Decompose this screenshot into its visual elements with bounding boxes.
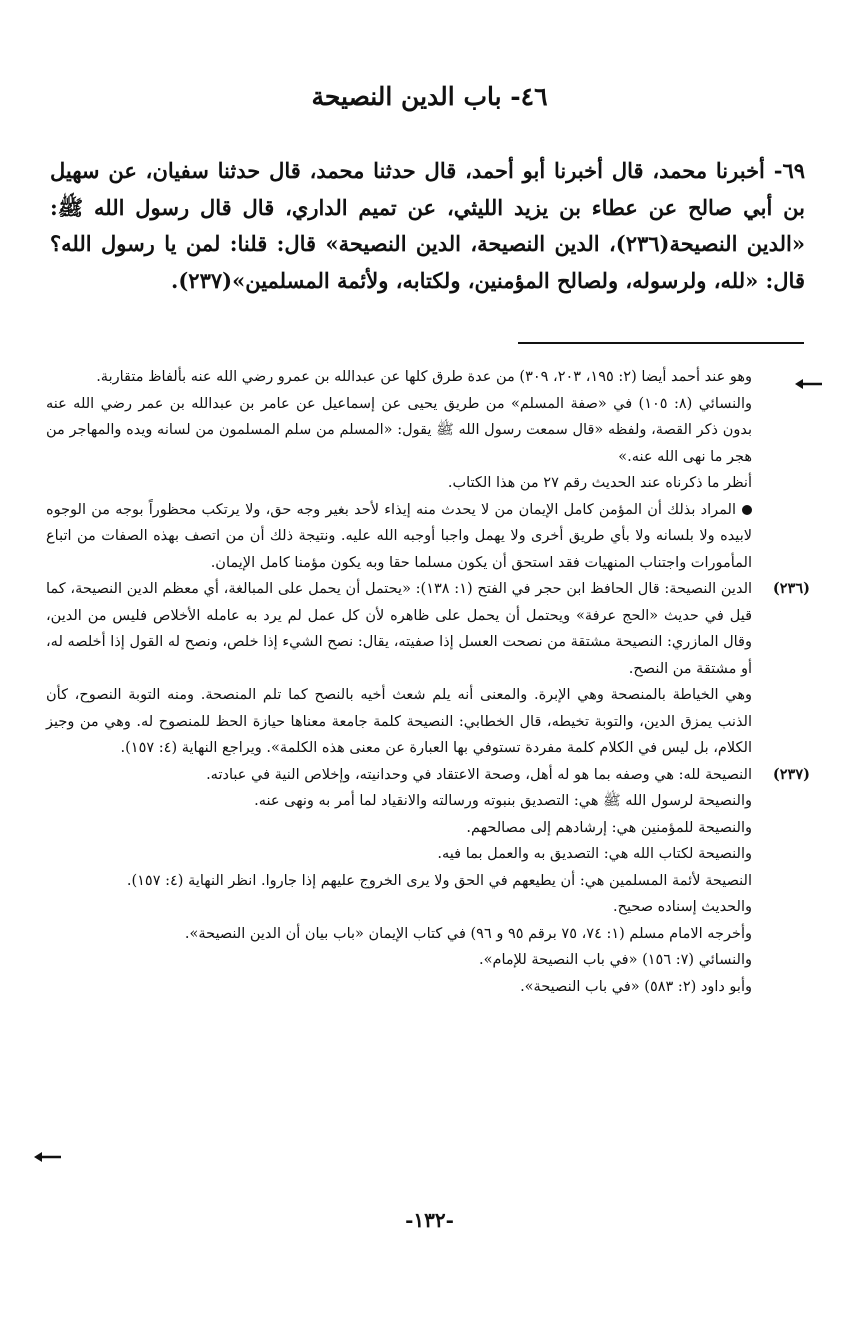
continuation-arrow-icon — [795, 378, 823, 390]
footnote-paragraph: والحديث إسناده صحيح. — [613, 899, 752, 915]
note-paragraph — [46, 497, 752, 577]
footnote-paragraph: وهي الخياطة بالمنصحة وهي الإبرة. والمعنى أنه يلم شعث أخيه بالنصح كما تلم المنصحة. ومنه التوبة النصوح، كأن الذنب يمزق الدين، والتوبة تخيطه، قال الخطابي: النصيحة كلمة جامعة معناها حيازة الحظ للمنصوح له. وهي من وجيز الكلام، بل ليس في الكلام كلمة مفردة تستوفي بها العبارة عن معنى هذه الكلمة». ويراجع النهاية (٤: ١٥٧). — [46, 687, 752, 756]
footnote-paragraph: وأخرجه الامام مسلم (١: ٧٤، ٧٥ برقم ٩٥ و ٩٦) في كتاب الإيمان «باب بيان أن الدين النصيحة». — [184, 925, 752, 942]
footnote-number: (٢٣٦) — [772, 580, 810, 597]
note-paragraph: والنسائي (٨: ١٠٥) في «صفة المسلم» من طريق يحيى عن إسماعيل عن عامر بن عبدالله بن عمر رضي الله عنه بدون ذكر القصة، ولفظه «قال سمعت رسول الله ﷺ يقول: «المسلم من سلم المسلمون من لسانه ويده والمهاجر من هجر ما نهى الله عنه.» — [46, 395, 752, 465]
note-text: المراد بذلك أن المؤمن كامل الإيمان من لا يحدث منه إيذاء لأحد بغير وجه حق، ولا يرتكب محظوراً بوجه من الوجوه لابيده ولا بلسانه ولا بأي طريق أخرى ولا يهمل واجبا أوجبه الله عليه. ونتيجة ذلك أن من اتصف بهذه الصفات من اتباع المأمورات واجتناب المنهيات فقد استحق أن يكون مسلما حقا وبه يكون مؤمنا كامل الإيمان. — [46, 501, 752, 571]
hadith-text: ٦٩- أخبرنا محمد، قال أخبرنا أبو أحمد، قال حدثنا محمد، قال حدثنا سفيان، عن سهيل بن أبي صالح عن عطاء بن يزيد الليثي، عن تميم الداري، قال قال رسول الله ﷺ: «الدين النصيحة(٢٣٦)، الدين النصيحة، الدين النصيحة» قال: قلنا: لمن يا رسول الله؟ قال: «لله، ولرسوله، ولصالح المؤمنين، ولكتابه، ولأئمة المسلمين»(٢٣٧). — [50, 158, 806, 293]
note-paragraph: وهو عند أحمد أيضا (٢: ١٩٥، ٢٠٣، ٣٠٩) من عدة طرق كلها عن عبدالله بن عمرو رضي الله عنه بألفاظ متقاربة. — [96, 369, 752, 385]
footnote-paragraph: وأبو داود (٢: ٥٨٣) «في باب النصيحة». — [520, 978, 752, 995]
footnote-paragraph: الدين النصيحة: قال الحافظ ابن حجر في الفتح (١: ١٣٨): «يحتمل أن يحمل على المبالغة، أي معظم الدين النصيحة، كما قيل في حديث «الحج عرفة» ويحتمل أن يحمل على ظاهره لأن كل عمل لم يرد به عامله الأخلاص فليس من الدين، وقال المازري: النصيحة مشتقة من نصحت العسل إذا صفيته، يقال: نصح الشيء إذا خلص، ونصح له القول إذا أخلصه له، أو مشتقة من النصح. — [46, 581, 753, 677]
bullet-icon — [742, 505, 752, 515]
footnote-number: (٢٣٧) — [772, 765, 810, 783]
footnote-236 — [46, 576, 810, 762]
note-paragraph: أنظر ما ذكرناه عند الحديث رقم ٢٧ من هذا الكتاب. — [447, 475, 752, 491]
footnote-separator — [518, 342, 804, 344]
footnote-paragraph: والنصيحة لرسول الله ﷺ هي: التصديق بنبوته ورسالته والانقياد لما أمر به ونهى عنه. — [254, 793, 752, 809]
footnote-paragraph: النصيحة لأئمة المسلمين هي: أن يطيعهم في الحق ولا يرى الخروج عليهم إذا جاروا. انظر النهاية (٤: ١٥٧). — [126, 872, 752, 889]
footnote-paragraph: النصيحة لله: هي وصفه بما هو له أهل، وصحة الاعتقاد في وحدانيته، وإخلاص النية في عبادته. — [206, 766, 752, 783]
footnote-237 — [46, 762, 810, 1001]
continuation-arrow-icon — [34, 1151, 62, 1163]
page-number: -١٣٢- — [405, 1208, 454, 1232]
footnote-paragraph: والنصيحة لكتاب الله هي: التصديق به والعمل بما فيه. — [437, 846, 752, 862]
footnote-paragraph: والنسائي (٧: ١٥٦) «في باب النصيحة للإمام». — [479, 952, 752, 968]
footnote-paragraph: والنصيحة للمؤمنين هي: إرشادهم إلى مصالحهم. — [466, 819, 752, 836]
footnotes-area — [46, 364, 810, 1000]
chapter-title: ٤٦- باب الدين النصيحة — [311, 82, 548, 111]
